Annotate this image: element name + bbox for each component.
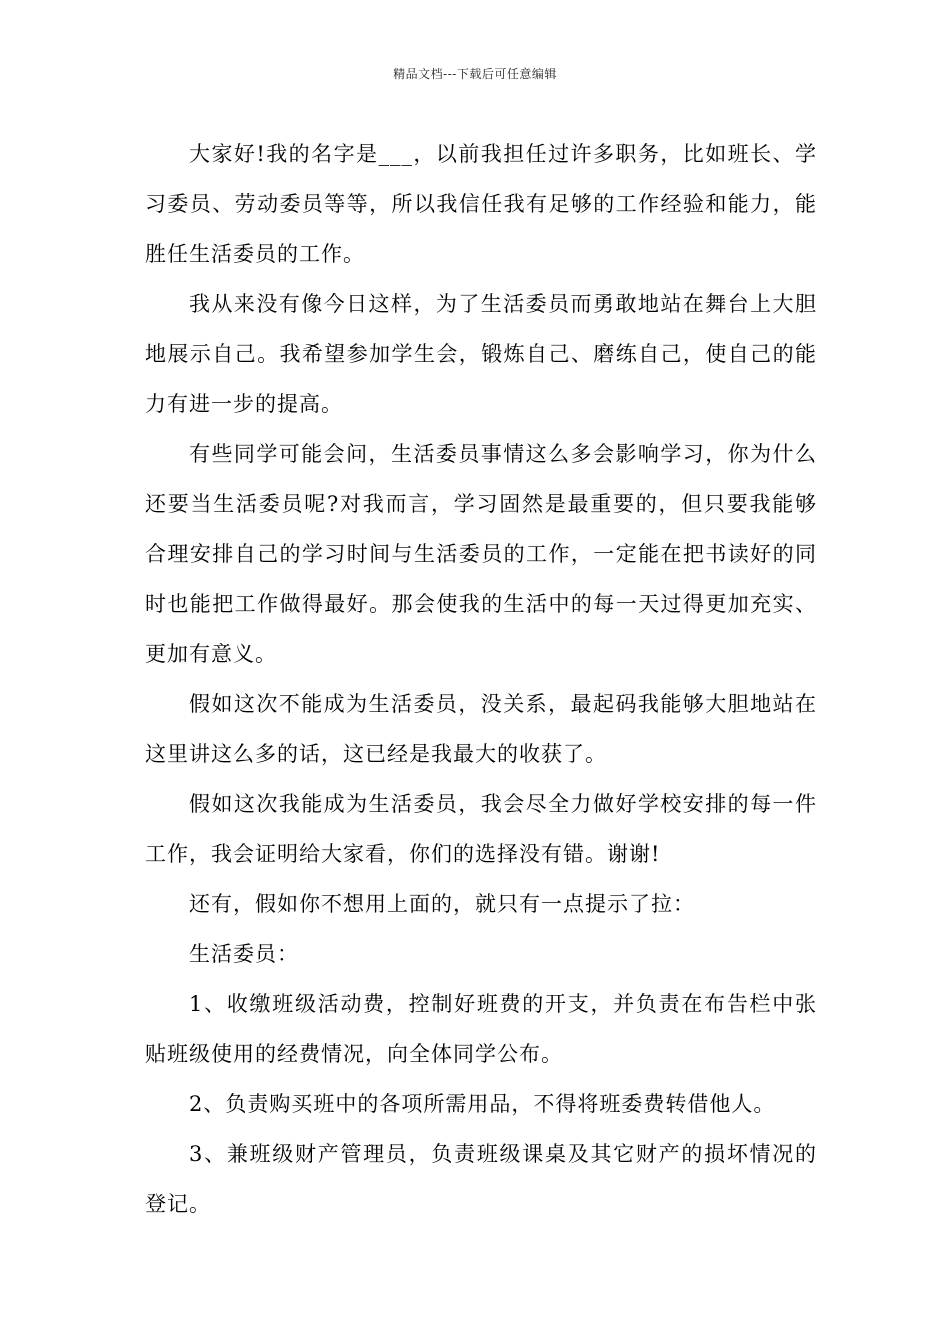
paragraph-courage: 我从来没有像今日这样，为了生活委员而勇敢地站在舞台上大胆地展示自己。我希望参加学生会，锻炼自己、磨练自己，使自己的能力有进一步的提高。 — [145, 292, 817, 416]
paragraph-study-balance: 有些同学可能会问，生活委员事情这么多会影响学习，你为什么还要当生活委员呢?对我而言，学习固然是最重要的，但只要我能够合理安排自己的学习时间与生活委员的工作，一定能在把书读好的同时也能把工作做得最好。那会使我的生活中的每一天过得更加充实、更加有意义。 — [145, 442, 817, 666]
list-item-duty-2: 2、负责购买班中的各项所需用品，不得将班委费转借他人。 — [189, 1092, 776, 1116]
list-item-duty-1: 1、收缴班级活动费，控制好班费的开支，并负责在布告栏中张贴班级使用的经费情况，向全体同学公布。 — [145, 992, 817, 1066]
document-body — [145, 129, 817, 1229]
paragraph-intro: 大家好!我的名字是___，以前我担任过许多职务，比如班长、学习委员、劳动委员等等，所以我信任我有足够的工作经验和能力，能胜任生活委员的工作。 — [145, 142, 817, 266]
list-item-duty-3: 3、兼班级财产管理员，负责班级课桌及其它财产的损坏情况的登记。 — [145, 1142, 817, 1216]
paragraph-role-heading: 生活委员： — [189, 942, 299, 966]
paragraph-tip: 还有，假如你不想用上面的，就只有一点提示了拉： — [189, 892, 695, 916]
page-header: 精品文档---下载后可任意编辑 — [393, 67, 557, 81]
paragraph-if-not-elected: 假如这次不能成为生活委员，没关系，最起码我能够大胆地站在这里讲这么多的话，这已经是我最大的收获了。 — [145, 692, 817, 766]
paragraph-if-elected: 假如这次我能成为生活委员，我会尽全力做好学校安排的每一件工作，我会证明给大家看，你们的选择没有错。谢谢! — [145, 792, 817, 866]
